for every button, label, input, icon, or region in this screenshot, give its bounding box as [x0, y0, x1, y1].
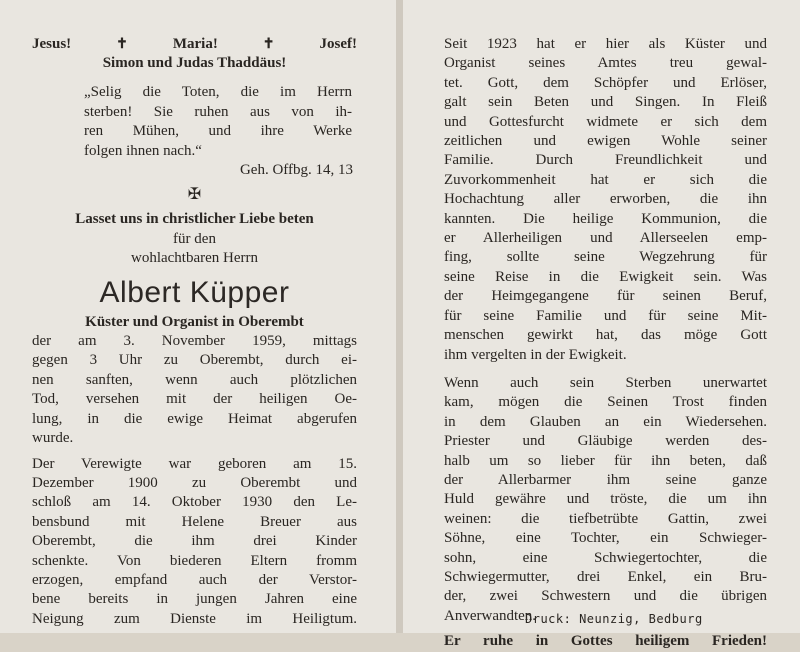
- scripture-quote: [84, 83, 352, 161]
- closing-blessing: Er ruhe in Gottes heiligem Frieden!: [444, 633, 767, 650]
- text-line: schenkte. Von biederen Eltern fromm: [32, 552, 357, 569]
- card-fold: [396, 0, 403, 633]
- text-line: zeitlichen und ewigen Wohle seiner: [444, 133, 767, 150]
- text-line: menschen gewirkt hat, das möge Gott: [444, 327, 767, 344]
- prayer-line: Lasset uns in christlicher Liebe beten: [75, 211, 314, 228]
- text-line: Hochachtung aller erworben, die ihn: [444, 191, 767, 208]
- text-line: Oberembt, die ihm drei Kinder: [32, 533, 357, 550]
- text-line: Anverwandten.: [444, 607, 537, 624]
- deceased-role: Küster und Organist in Oberembt: [85, 313, 304, 330]
- text-line: der, zwei Schwestern und die übrigen: [444, 588, 767, 605]
- text-line: Seit 1923 hat er hier als Küster und: [444, 36, 767, 52]
- text-line: für seine Familie und für seine Mit-: [444, 307, 767, 324]
- iron-cross-icon: ✠: [187, 186, 202, 204]
- text-line: gegen 3 Uhr zu Oberembt, durch ei-: [32, 352, 357, 369]
- text-line: der am 3. November 1959, mittags: [32, 333, 357, 350]
- invocation-maria: Maria!: [172, 36, 218, 52]
- death-paragraph: [32, 332, 357, 448]
- right-page: [403, 0, 800, 650]
- invocation-row: [32, 35, 357, 54]
- text-line: Zuvorkommenheit hat er sich die: [444, 171, 767, 188]
- text-line: Wenn auch sein Sterben unerwartet: [444, 374, 767, 391]
- text-line: Tod, versehen mit der heiligen Oe-: [32, 391, 357, 408]
- prayer-line: wohlachtbaren Herrn: [130, 250, 259, 267]
- text-line: halb um so lieber für ihn beten, daß: [444, 452, 767, 469]
- text-line: galt sein Beten und Singen. In Fleiß: [444, 94, 767, 111]
- left-column: [32, 35, 357, 629]
- printer-imprint: Druck: Neunzig, Bedburg: [525, 612, 703, 626]
- text-line: der Allerbarmer ihm seine ganze: [444, 471, 767, 488]
- text-line: Huld gewähre und tröste, die um ihn: [444, 491, 767, 508]
- invocation-jesus: Jesus!: [32, 36, 72, 52]
- quote-line: ren Mühen, und ihre Werke: [84, 123, 352, 140]
- text-line: ihm vergelten in der Ewigkeit.: [444, 346, 627, 363]
- text-line: nen sanften, wenn auch plötzlichen: [32, 371, 357, 388]
- saints-line: Simon und Judas Thaddäus!: [102, 55, 287, 71]
- text-line: schloß am 14. Oktober 1930 den Le-: [32, 494, 357, 511]
- biography-paragraph: [32, 455, 357, 630]
- text-line: Dezember 1900 zu Oberembt und: [32, 474, 357, 491]
- text-line: tet. Gott, dem Schöpfer und Erlöser,: [444, 74, 767, 91]
- text-line: bensbund mit Helene Breuer aus: [32, 513, 357, 530]
- quote-line: sterben! Sie ruhen aus von ih-: [84, 103, 352, 120]
- text-line: Organist seines Amtes treu gewal-: [444, 55, 767, 72]
- text-line: fing, sollte seine Wegzehrung für: [444, 249, 767, 266]
- invocation-josef: Josef!: [319, 36, 357, 52]
- text-line: Schwiegermutter, drei Enkel, ein Bru-: [444, 568, 767, 585]
- text-line: und Gottesfurcht widmete er sich dem: [444, 113, 767, 130]
- text-line: Der Verewigte war geboren am 15.: [32, 455, 357, 472]
- service-paragraph: [444, 35, 767, 365]
- text-line: erzogen, empfand auch der Verstor-: [32, 571, 357, 588]
- quote-line: folgen ihnen nach.“: [84, 142, 202, 159]
- text-line: Neigung zum Dienste im Heiligtum.: [32, 610, 357, 627]
- text-line: weinen: die tiefbetrübte Gattin, zwei: [444, 510, 767, 527]
- text-line: er Allerheiligen und Allerseelen emp-: [444, 230, 767, 247]
- text-line: wurde.: [32, 430, 74, 447]
- cross-icon: ✝: [262, 37, 275, 52]
- text-line: kam, mögen die Seinen Trost finden: [444, 394, 767, 411]
- text-line: der Heimgegangene für seinen Beruf,: [444, 288, 767, 305]
- quote-reference: Geh. Offbg. 14, 13: [239, 162, 353, 179]
- text-line: kannten. Die heilige Kommunion, die: [444, 210, 767, 227]
- text-line: in dem Glauben an ein Wiedersehen.: [444, 413, 767, 430]
- text-line: Söhne, eine Tochter, ein Schwieger-: [444, 530, 767, 547]
- text-line: bene bereits in jungen Jahren eine: [32, 591, 357, 608]
- text-line: lung, in die ewige Heimat abgerufen: [32, 410, 357, 427]
- quote-line: „Selig die Toten, die im Herrn: [84, 84, 352, 101]
- prayer-line: für den: [173, 230, 216, 247]
- right-column: [444, 35, 767, 652]
- text-line: Priester und Gläubige werden des-: [444, 433, 767, 450]
- text-line: seine Reise in die Ewigkeit sein. Was: [444, 268, 767, 285]
- cross-icon: ✝: [116, 37, 128, 52]
- left-page: [0, 0, 396, 633]
- deceased-name: Albert Küpper: [99, 275, 290, 309]
- text-line: Familie. Durch Freundlichkeit und: [444, 152, 767, 169]
- mourning-paragraph: [444, 374, 767, 626]
- text-line: sohn, eine Schwiegertochter, die: [444, 549, 767, 566]
